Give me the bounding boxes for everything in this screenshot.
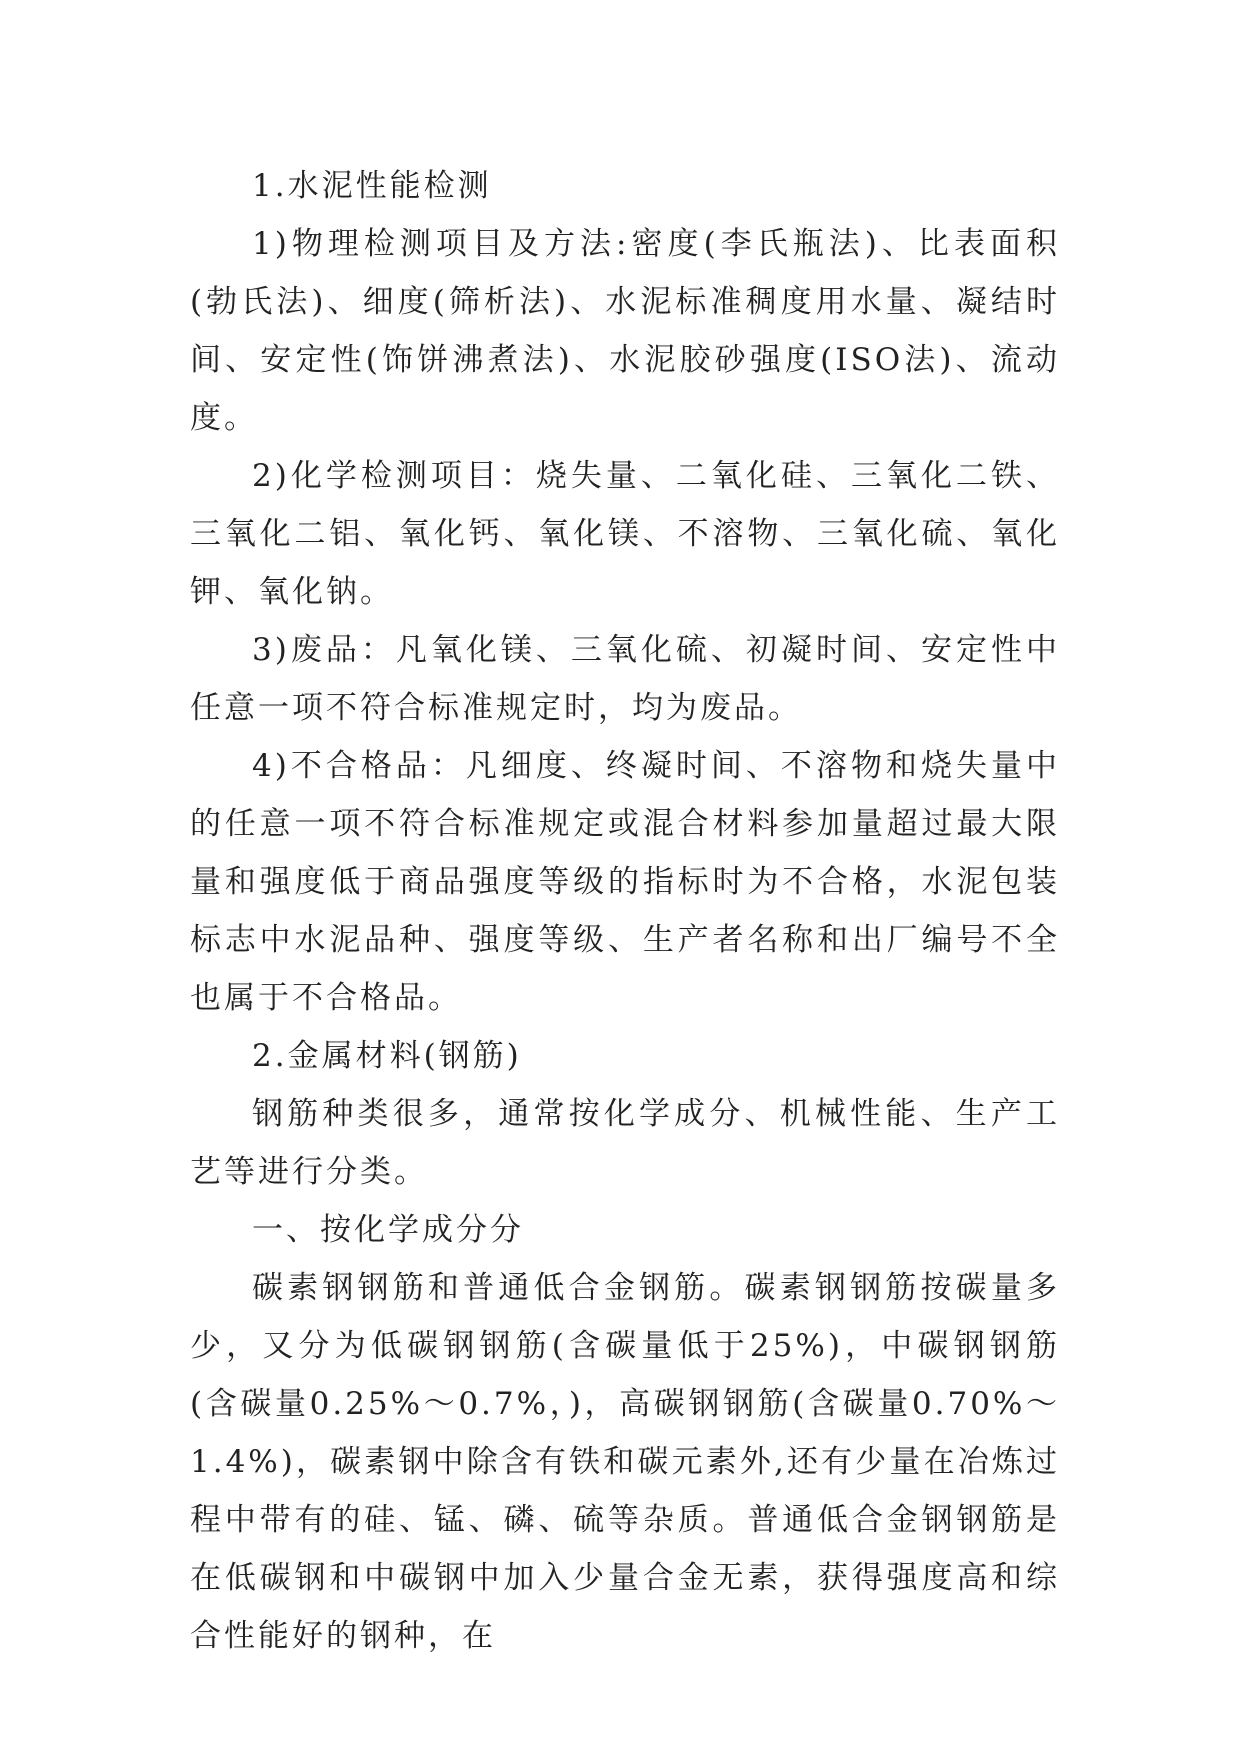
section-heading-metal-materials: 2.金属材料(钢筋)	[252, 1038, 522, 1074]
paragraph-chemical-tests: 2)化学检测项目：烧失量、二氧化硅、三氧化二铁、三氧化二铝、氧化钙、氧化镁、不溶物、三氧化硫、氧化钾、氧化钠。	[190, 458, 1060, 610]
subheading-by-chemical-composition: 一、按化学成分分	[252, 1212, 524, 1248]
document-body	[190, 157, 1060, 1665]
paragraph-nonconforming-products: 4)不合格品：凡细度、终凝时间、不溶物和烧失量中的任意一项不符合标准规定或混合材料参加量超过最大限量和强度低于商品强度等级的指标时为不合格，水泥包装标志中水泥品种、强度等级、生产者名称和出厂编号不全也属于不合格品。	[190, 748, 1060, 1016]
section-heading-cement-testing: 1.水泥性能检测	[252, 168, 492, 204]
paragraph-carbon-steel-rebar: 碳素钢钢筋和普通低合金钢筋。碳素钢钢筋按碳量多少，又分为低碳钢钢筋(含碳量低于25%)，中碳钢钢筋(含碳量0.25%～0.7%，)，高碳钢钢筋(含碳量0.70%～1.4%)，碳素钢中除含有铁和碳元素外,还有少量在冶炼过程中带有的硅、锰、磷、硫等杂质。普通低合金钢钢筋是在低碳钢和中碳钢中加入少量合金无素，获得强度高和综合性能好的钢种，在	[190, 1270, 1060, 1654]
paragraph-waste-products: 3)废品：凡氧化镁、三氧化硫、初凝时间、安定性中任意一项不符合标准规定时，均为废品。	[190, 632, 1060, 726]
paragraph-rebar-classification: 钢筋种类很多，通常按化学成分、机械性能、生产工艺等进行分类。	[190, 1096, 1060, 1190]
paragraph-physical-tests: 1)物理检测项目及方法:密度(李氏瓶法)、比表面积(勃氏法)、细度(筛析法)、水泥标准稠度用水量、凝结时间、安定性(饰饼沸煮法)、水泥胶砂强度(ISO法)、流动度。	[190, 226, 1060, 436]
